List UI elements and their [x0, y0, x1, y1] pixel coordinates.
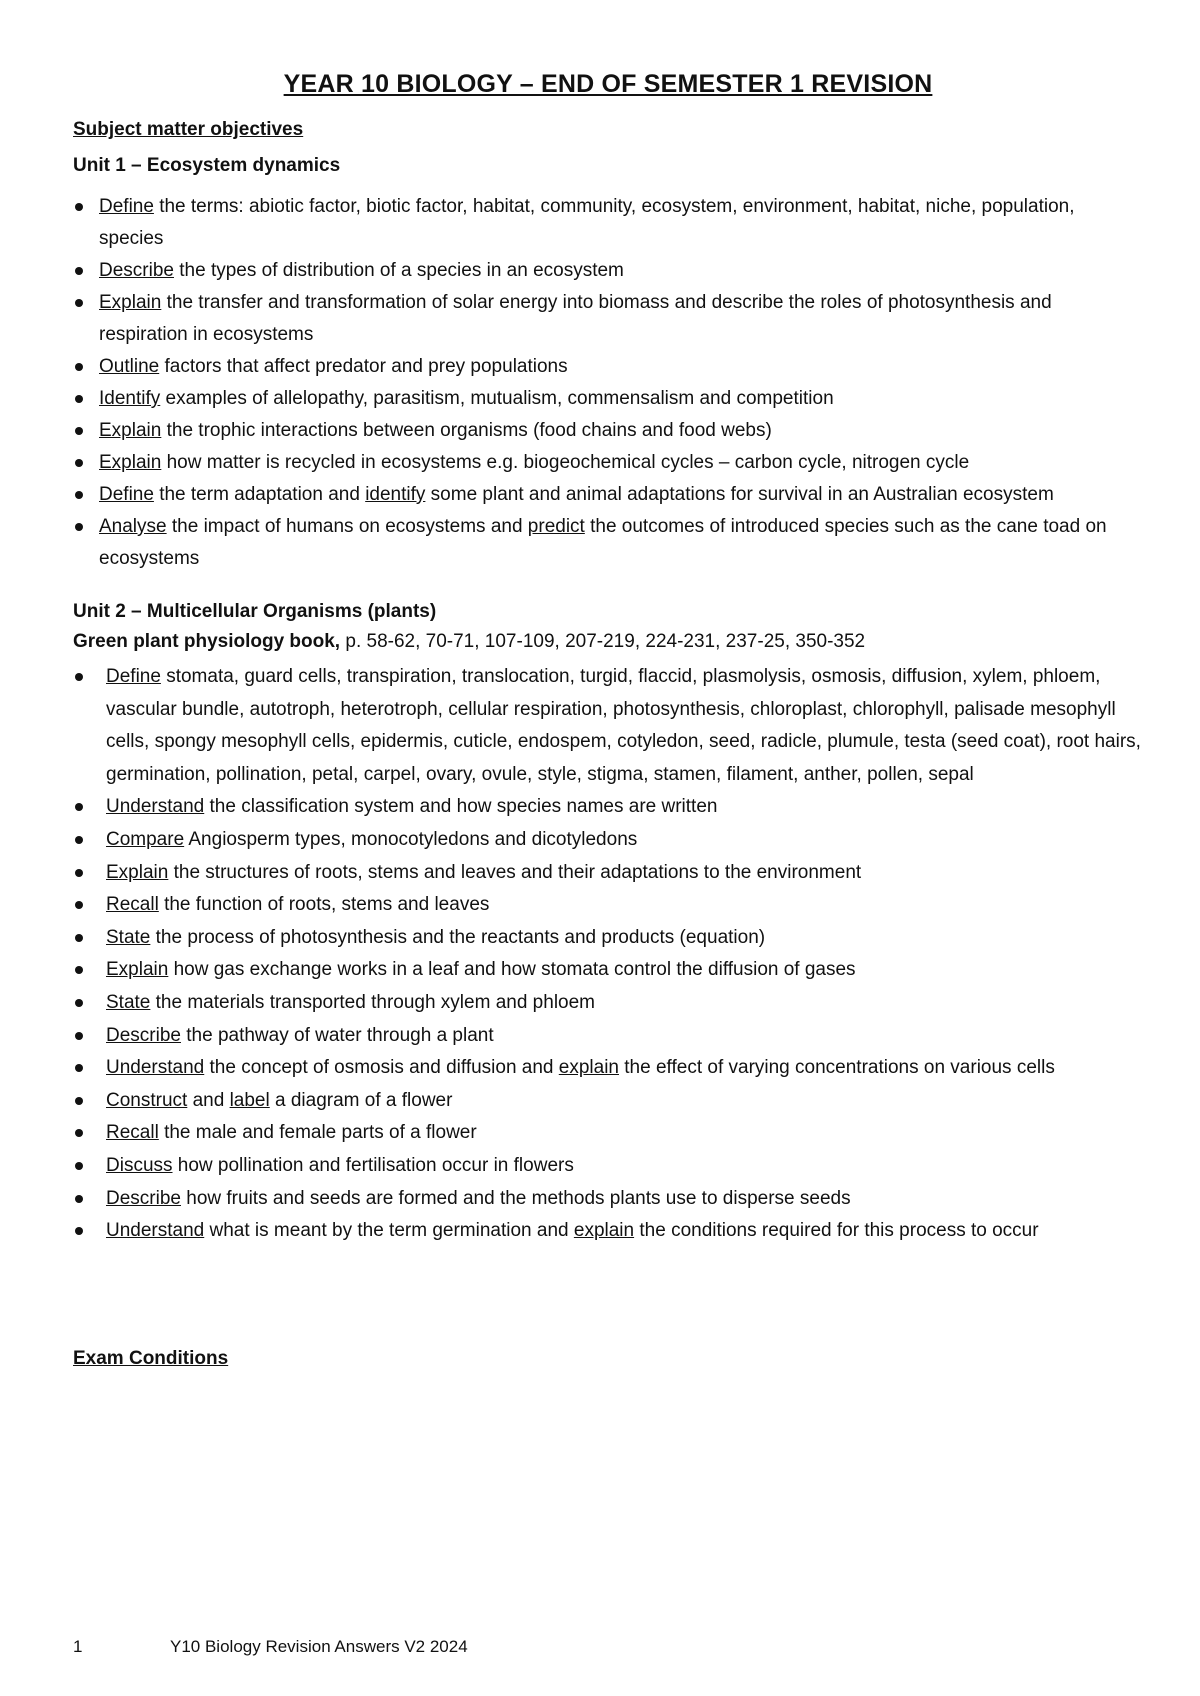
unit2-objectives-list — [73, 661, 1143, 1248]
item-text: how fruits and seeds are formed and the methods plants use to disperse seeds — [180, 1187, 851, 1209]
command-term: Define — [99, 196, 154, 217]
command-term: Recall — [106, 1122, 159, 1144]
item-text: a diagram of a flower — [269, 1089, 453, 1111]
list-item — [73, 415, 1143, 447]
list-item — [73, 954, 1143, 987]
item-text: what is meant by the term germination and — [204, 1220, 574, 1242]
book-pages: p. 58-62, 70-71, 107-109, 207-219, 224-231, 237-25, 350-352 — [340, 631, 866, 652]
command-term: Explain — [99, 420, 162, 441]
item-text: how matter is recycled in ecosystems e.g. biogeochemical cycles – carbon cycle, nitrogen cycle — [161, 452, 970, 473]
item-text: the impact of humans on ecosystems and — [166, 516, 528, 537]
page-footer — [73, 1637, 468, 1657]
objectives-heading: Subject matter objectives — [73, 119, 304, 140]
list-item — [73, 383, 1143, 415]
command-term: Identify — [99, 388, 161, 409]
command-term: Describe — [106, 1187, 181, 1209]
command-term: Define — [99, 484, 154, 505]
command-term: Explain — [99, 452, 162, 473]
unit1-objectives-list — [73, 191, 1143, 575]
document-page — [73, 70, 1143, 1384]
command-term: Analyse — [99, 516, 167, 537]
list-item — [73, 511, 1143, 575]
list-item — [73, 191, 1143, 255]
list-item — [73, 447, 1143, 479]
list-item — [73, 351, 1143, 383]
command-term: Understand — [106, 1057, 205, 1079]
list-item — [73, 987, 1143, 1020]
item-text: how gas exchange works in a leaf and how stomata control the diffusion of gases — [168, 959, 856, 981]
list-item — [73, 1052, 1143, 1085]
command-term: identify — [365, 484, 426, 505]
item-text: the process of photosynthesis and the reactants and products (equation) — [150, 926, 766, 948]
command-term: Describe — [99, 260, 174, 281]
book-title: Green plant physiology book, — [73, 631, 341, 652]
command-term: State — [106, 926, 151, 948]
list-item — [73, 1150, 1143, 1183]
item-text: stomata, guard cells, transpiration, translocation, turgid, flaccid, plasmolysis, osmosis, diffusion, xylem, phloem, vascular bundle, autotroph, heterotroph, cellular respiration, photosynthesis, chloroplast, chlorophyll, palisade mesophyll cells, spongy mesophyll cells, epidermis, cuticle, endospem, cotyledon, seed, radicle, plumule, testa (seed coat), root hairs, germination, pollination, petal, carpel, ovary, ovule, style, stigma, stamen, filament, anther, pollen, sepal — [106, 666, 1141, 785]
item-text: the materials transported through xylem and phloem — [150, 991, 596, 1013]
command-term: Recall — [106, 894, 159, 916]
footer-page-number: 1 — [73, 1637, 83, 1656]
item-text: examples of allelopathy, parasitism, mutualism, commensalism and competition — [160, 388, 834, 409]
item-text: the male and female parts of a flower — [158, 1122, 477, 1144]
list-item — [73, 1183, 1143, 1216]
command-term: Discuss — [106, 1154, 173, 1176]
item-text: how pollination and fertilisation occur in flowers — [172, 1154, 574, 1176]
list-item — [73, 1117, 1143, 1150]
item-text: the term adaptation and — [153, 484, 366, 505]
command-term: Compare — [106, 828, 185, 850]
item-text: the concept of osmosis and diffusion and — [204, 1057, 559, 1079]
command-term: explain — [573, 1220, 635, 1242]
page-title: YEAR 10 BIOLOGY – END OF SEMESTER 1 REVISION — [283, 70, 933, 98]
item-text: the pathway of water through a plant — [180, 1024, 494, 1046]
item-text: the effect of varying concentrations on various cells — [619, 1057, 1055, 1079]
item-text: Angiosperm types, monocotyledons and dicotyledons — [184, 828, 638, 850]
command-term: label — [229, 1089, 270, 1111]
command-term: State — [106, 991, 151, 1013]
item-text: the conditions required for this process to occur — [634, 1220, 1039, 1242]
item-text: the terms: abiotic factor, biotic factor, habitat, community, ecosystem, environment, habitat, niche, population, species — [99, 196, 1075, 249]
command-term: Outline — [99, 356, 160, 377]
list-item — [73, 922, 1143, 955]
exam-conditions-heading: Exam Conditions — [73, 1347, 229, 1369]
unit2-heading: Unit 2 – Multicellular Organisms (plants) — [73, 601, 437, 622]
item-text: the structures of roots, stems and leaves and their adaptations to the environment — [168, 861, 862, 883]
command-term: Explain — [106, 959, 169, 981]
item-text: factors that affect predator and prey populations — [159, 356, 568, 377]
list-item — [73, 1215, 1143, 1248]
command-term: Understand — [106, 796, 205, 818]
command-term: Describe — [106, 1024, 181, 1046]
list-item — [73, 255, 1143, 287]
command-term: Construct — [106, 1089, 188, 1111]
list-item — [73, 791, 1143, 824]
list-item — [73, 857, 1143, 890]
list-item — [73, 661, 1143, 791]
item-text: the outcomes of introduced species such as the cane toad on ecosystems — [99, 516, 1107, 569]
item-text: the types of distribution of a species in an ecosystem — [173, 260, 624, 281]
command-term: Explain — [106, 861, 169, 883]
list-item — [73, 889, 1143, 922]
item-text: the function of roots, stems and leaves — [158, 894, 490, 916]
command-term: Define — [106, 666, 161, 687]
list-item — [73, 1085, 1143, 1118]
command-term: Understand — [106, 1220, 205, 1242]
item-text: the classification system and how species names are written — [204, 796, 718, 818]
list-item — [73, 479, 1143, 511]
unit2-book-reference — [73, 631, 1143, 653]
list-item — [73, 1020, 1143, 1053]
footer-doc-title: Y10 Biology Revision Answers V2 2024 — [170, 1637, 468, 1656]
list-item — [73, 824, 1143, 857]
item-text: the transfer and transformation of solar energy into biomass and describe the roles of photosynthesis and respiration in ecosystems — [99, 292, 1052, 345]
item-text: some plant and animal adaptations for survival in an Australian ecosystem — [425, 484, 1054, 505]
item-text: and — [187, 1089, 230, 1111]
item-text: the trophic interactions between organisms (food chains and food webs) — [161, 420, 772, 441]
command-term: predict — [527, 516, 585, 537]
unit1-heading: Unit 1 – Ecosystem dynamics — [73, 155, 341, 176]
command-term: explain — [558, 1057, 619, 1079]
command-term: Explain — [99, 292, 162, 313]
list-item — [73, 287, 1143, 351]
